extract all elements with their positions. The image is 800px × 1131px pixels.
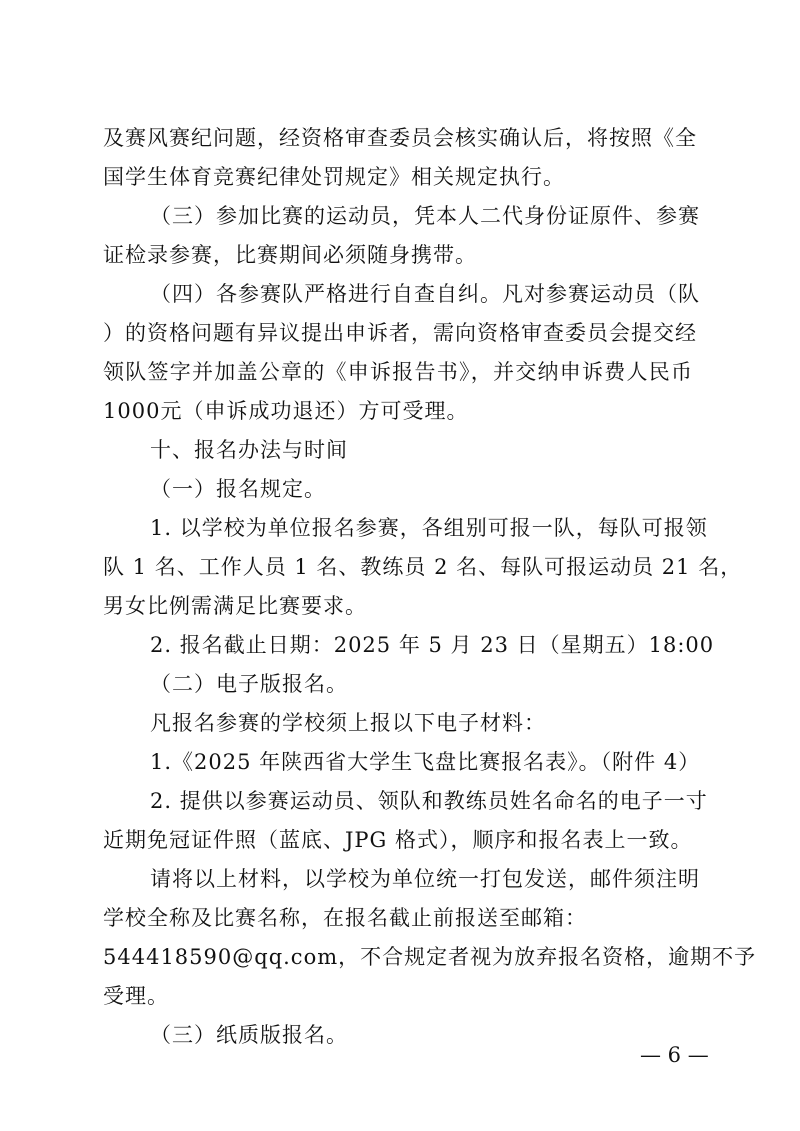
paragraph-line: 1000元（申诉成功退还）方可受理。	[103, 399, 469, 423]
email-line: 544418590@qq.com，不合规定者视为放弃报名资格，逾期不予	[103, 945, 757, 969]
paragraph-line: 2. 提供以参赛运动员、领队和教练员姓名命名的电子一寸	[150, 789, 708, 813]
paragraph-line: 请将以上材料，以学校为单位统一打包发送，邮件须注明	[150, 867, 700, 891]
paragraph-line: 及赛风赛纪问题，经资格审查委员会核实确认后，将按照《全	[103, 126, 697, 150]
paragraph-line: 近期免冠证件照（蓝底、JPG 格式），顺序和报名表上一致。	[103, 828, 693, 852]
subsection-heading: （二）电子版报名。	[150, 672, 348, 696]
paragraph-line: 男女比例需满足比赛要求。	[103, 594, 367, 618]
paragraph-line: 受理。	[103, 984, 169, 1008]
paragraph-line: 1. 以学校为单位报名参赛，各组别可报一队，每队可报领	[150, 516, 708, 540]
paragraph-line: ）的资格问题有异议提出申诉者，需向资格审查委员会提交经	[103, 321, 697, 345]
subsection-heading: （一）报名规定。	[150, 477, 326, 501]
paragraph-line: 队 1 名、工作人员 1 名、教练员 2 名、每队可报运动员 21 名，	[103, 555, 743, 579]
paragraph-line: （四）各参赛队严格进行自查自纠。凡对参赛运动员（队	[150, 282, 700, 306]
paragraph-line: 证检录参赛，比赛期间必须随身携带。	[103, 243, 477, 267]
section-heading: 十、报名办法与时间	[150, 438, 348, 462]
paragraph-line: 学校全称及比赛名称，在报名截止前报送至邮箱：	[103, 906, 587, 930]
paragraph-line: 2. 报名截止日期：2025 年 5 月 23 日（星期五）18:00	[150, 633, 715, 657]
paragraph-line: （三）参加比赛的运动员，凭本人二代身份证原件、参赛	[150, 204, 700, 228]
paragraph-line: 凡报名参赛的学校须上报以下电子材料：	[150, 711, 546, 735]
paragraph-line: 国学生体育竞赛纪律处罚规定》相关规定执行。	[103, 165, 565, 189]
paragraph-line: 领队签字并加盖公章的《申诉报告书》，并交纳申诉费人民币	[103, 360, 693, 384]
paragraph-line: 1.《2025 年陕西省大学生飞盘比赛报名表》。（附件 4）	[150, 750, 701, 774]
subsection-heading: （三）纸质版报名。	[150, 1023, 348, 1047]
page-number: — 6 —	[640, 1043, 709, 1067]
